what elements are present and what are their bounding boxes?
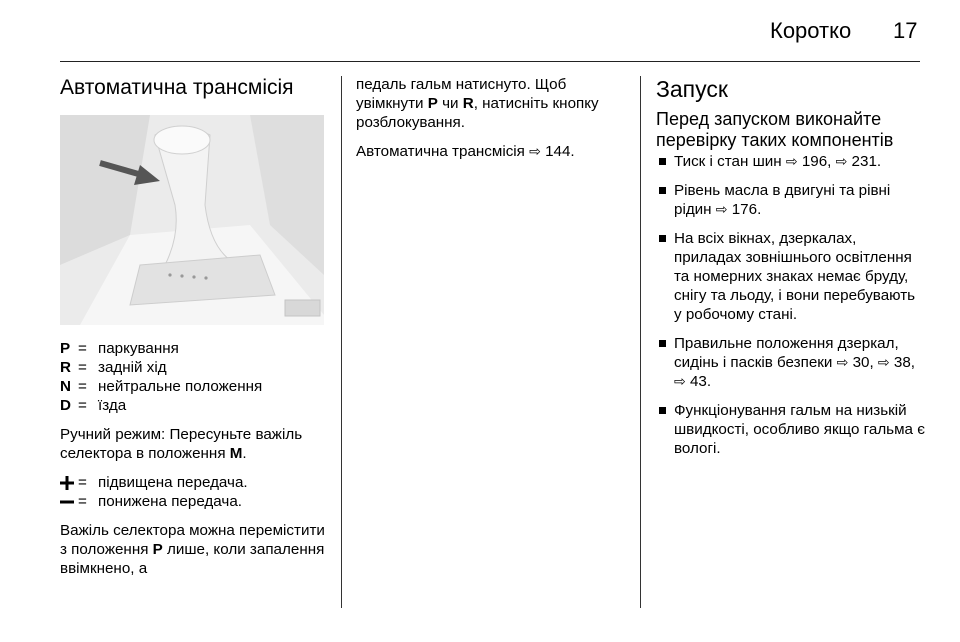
column-divider-1 — [341, 76, 342, 608]
legend-row: N = нейтральне положення — [60, 378, 263, 395]
legend-row: D = їзда — [60, 397, 127, 414]
reference-arrow-icon: ⇨ — [877, 354, 890, 370]
list-item: Тиск і стан шин ⇨ 196, ⇨ 231. — [656, 152, 926, 171]
list-item: Рівень масла в двигуні та рівні рідин ⇨ 176. — [656, 181, 926, 219]
header-title: Коротко — [770, 18, 852, 43]
bullet-icon — [659, 340, 666, 347]
bullet-icon — [659, 187, 666, 194]
shift-legend — [60, 473, 330, 511]
legend-row: P = паркування — [60, 340, 179, 357]
manual-mode-text: Ручний режим: Пересуньте важіль селектора в положення M. — [60, 426, 303, 462]
transmission-reference: Автоматична трансмісія ⇨ 144. — [356, 143, 575, 160]
reference-arrow-icon: ⇨ — [715, 201, 728, 217]
reference-arrow-icon: ⇨ — [835, 153, 848, 169]
legend-row: R = задній хід — [60, 359, 167, 376]
reference-arrow-icon: ⇨ — [674, 373, 686, 389]
header-rule — [60, 61, 920, 62]
reference-arrow-icon: ⇨ — [785, 153, 798, 169]
start-subtitle: Перед запуском виконайте перевірку таких компонентів — [656, 109, 894, 150]
legend-row: = підвищена передача. — [60, 473, 330, 492]
gear-legend — [60, 339, 330, 415]
minus-icon — [60, 492, 78, 511]
lever-text: Важіль селектора можна перемістити з положення P лише, коли запалення ввімкнено, а — [60, 522, 325, 577]
reference-arrow-icon: ⇨ — [529, 143, 541, 159]
page-header — [0, 0, 960, 60]
column-divider-2 — [640, 76, 641, 608]
brake-text: педаль гальм натиснуто. Щоб увімкнути P чи R, натисніть кнопку розблокування. — [356, 76, 599, 131]
bullet-icon — [659, 158, 666, 165]
reference-arrow-icon: ⇨ — [836, 354, 849, 370]
column-2 — [356, 75, 626, 171]
list-item: На всіх вікнах, дзеркалах, приладах зовнішнього освітлення та номерних знаках немає бруду, снігу та льоду, і вони перебувають у робочому стані. — [656, 229, 926, 324]
bullet-icon — [659, 235, 666, 242]
section-title: Автоматична трансмісія — [60, 76, 294, 99]
column-3 — [656, 75, 926, 468]
column-1 — [60, 75, 330, 588]
bullet-icon — [659, 407, 666, 414]
list-item: Функціонування гальм на низькій швидкості, особливо якщо гальма є вологі. — [656, 401, 926, 458]
plus-icon — [60, 473, 78, 492]
start-title: Запуск — [656, 76, 728, 102]
list-item: Правильне положення дзеркал, сидінь і пасків безпеки ⇨ 30, ⇨ 38, ⇨ 43. — [656, 334, 926, 391]
page-number: 17 — [893, 18, 918, 43]
gear-selector-illustration — [60, 115, 324, 325]
legend-row: = понижена передача. — [60, 492, 330, 511]
